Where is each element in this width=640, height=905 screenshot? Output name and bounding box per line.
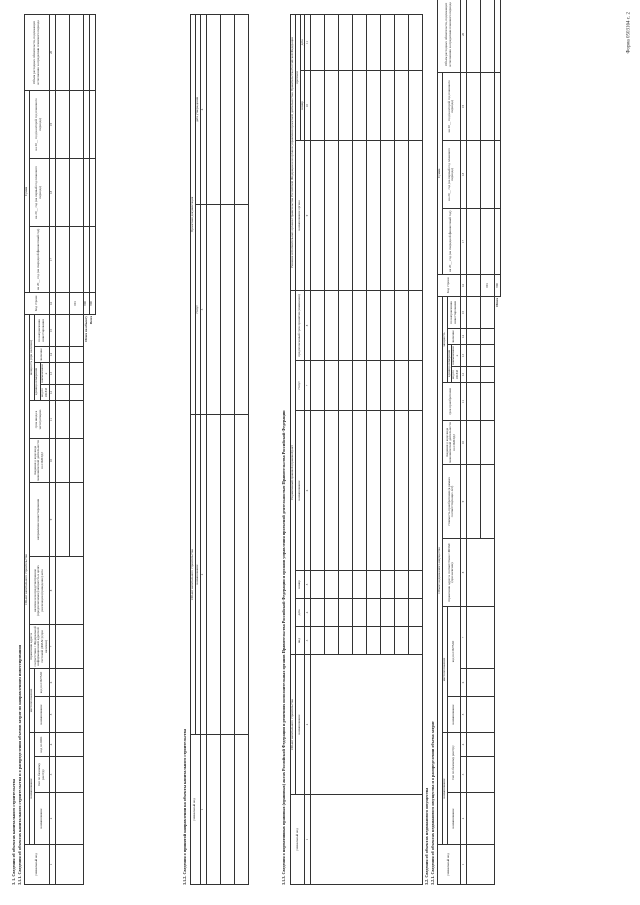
col-sum-1: на 20__ год (на очередной финансовый год) bbox=[29, 226, 49, 292]
col-location-name: наименование bbox=[34, 697, 49, 733]
table-row: 001 bbox=[69, 14, 83, 884]
col-unit-name: наименование bbox=[40, 364, 48, 383]
col-sum-total: Объем расходных обязательств, подлежащих исполнению за пределами планового периода bbox=[25, 14, 50, 90]
total-object-label: Итого по объекту bbox=[83, 315, 88, 342]
table-row bbox=[55, 14, 69, 884]
col-investment: направление инвестирования bbox=[29, 483, 49, 557]
col-sum-2: на 20__ год (на первый год планового периода) bbox=[29, 158, 49, 226]
col-kbk: код по КБК bbox=[34, 733, 49, 757]
group-object: Объект капитального строительства bbox=[25, 314, 30, 844]
form-number: Форма 0503164 с. 2 bbox=[626, 12, 631, 54]
section-3-1-2-title: 3.1.2. Сведения о принятой направлении на объекты капитального строительства bbox=[182, 729, 187, 885]
group-unit: единица измерения bbox=[34, 363, 41, 401]
group-sum: Сумма bbox=[25, 90, 30, 292]
section-3-1-3-title: 3.1.3. Сведения о нормативных правовых (правовых) актах Российской Федерации и решениях исполнительных органов Правительства Российской Федерации и органов управления проектной деятельностью Правительства Российской Федерации bbox=[281, 410, 286, 885]
table-real-estate: уникальный код Объект недвижимого имущества Код строки Сумма Объем расходных обязательств, подлежащих исполнению за пределами планового периода наименование местоположение справочник адрес в соответствии с ФИАС (при наличии) стоимость приобретения (в рамках соответствующих лет) сведения о коде вида экономической деятельности по ОКВЭД2 срок приобретения мощность на 20__ год (на очередной финансовый год) на 20__ год (на первый год планового периода) на 20__ год (на второй год планового периода) наименование тип по базовому реестру наименование код по ОКТМО единица измерения значение по направлению инвестирования код по ОКЕИ наименование 1 2 3 4 5 6 7 8 9 10 11 12 13 14 15 16 17 18 19 20 001 Итого 900 bbox=[437, 15, 501, 885]
table-row bbox=[206, 14, 220, 884]
col-sum-3: на 20__ год (на второй год планового периода) bbox=[29, 90, 49, 158]
group-location: местоположение bbox=[29, 669, 34, 733]
col-fias: справочник адрес в соответствии с Федеральной информационной адресной системой (ФИАС) (при наличии) bbox=[28, 626, 48, 667]
col-okei: код по ОКЕИ bbox=[41, 385, 50, 401]
table-legal-acts: уникальный код Объект капитального строительства Нормативный правовой (правовой) акт Решение исполнительных органов Правительства Российской Федерации или органов управления проектной деятельностью Правительства Российской Федерации наименование вид дата номер наименование статус предполагаемый срок принятия (изменения) наименование органа протокол номер дата 1 2 3 4 5 6 7 8 9 10 11 bbox=[290, 15, 423, 885]
total-label: Итого bbox=[494, 297, 499, 307]
table-row: 001 bbox=[480, 0, 494, 885]
table-capital-objects: уникальный код Объект капитального строительства Код строки Сумма Объем расходных обязательств, подлежащих исполнению за пределами планового периода наименование местоположение справочник адрес в соответствии с Федеральной информационной адресной системой (ФИАС) (при наличии) наличие или предусмотренное (предполагаемое) мощность в целях реализации (приведение) акта направление инвестирования сведения о коде вида экономической деятельности по ОКВЭД2 срок ввода в эксплуатацию мощность (при наличии) на 20__ год (на очередной финансовый год) на 20__ год (на первый год планового периода) на 20__ год (на второй год планового периода) наименование тип по базовому реестру код по КБК наименование код по ОКТМО единица измерения значение по направлению инвестирования код по ОКЕИ наименование 1 2 3 4 5 6 7 8 9 10 11 12 13 14 15 16 17 18 19 20 001 Итого по объекту 900 Всего 900 bbox=[24, 15, 96, 885]
table-row bbox=[220, 14, 234, 884]
col-capacity-invest: по направлению инвестирования bbox=[34, 314, 49, 346]
col-name: наименование bbox=[34, 793, 49, 845]
col-type: тип по базовому реестру bbox=[34, 757, 49, 793]
col-unique-code: уникальный код bbox=[25, 845, 50, 885]
table-row bbox=[311, 14, 325, 884]
table-project-docs: уникальный код Объект капитального строительства Проектная документация наименование статус дата утверждения 1 2 3 4 bbox=[190, 15, 249, 885]
section-3-2-title: 3.2. Сведения об объектах недвижимого имущества bbox=[424, 787, 429, 885]
col-term: срок ввода в эксплуатацию bbox=[29, 401, 49, 439]
col-row-code: Код строки bbox=[25, 292, 50, 314]
col-power-doc: наличие или предусмотренное (предполагаемое) мощность в целях реализации (приведение) акта bbox=[29, 557, 49, 625]
col-capacity-val: значение bbox=[34, 347, 49, 363]
col-oktmo: код по ОКТМО bbox=[34, 669, 49, 697]
col-okved: сведения о коде вида экономической деятельности по ОКВЭД2 bbox=[29, 439, 49, 483]
section-3-1-title: 3. 1. Сведения об объектах капитального строительства bbox=[11, 779, 16, 885]
table-row bbox=[466, 0, 480, 885]
group-capacity: мощность (при наличии) bbox=[29, 314, 34, 400]
section-3-1-1-title: 3.1.1. Сведения об объектах капитального строительства и о распределении объемов затрат по направлениям инвестирования bbox=[17, 644, 22, 885]
section-3-2-1-title: 3.2.1. Сведения об объектах недвижимого имущества и о распределении объема затрат bbox=[430, 721, 435, 885]
total-all-label: Всего bbox=[89, 315, 94, 325]
table-row bbox=[234, 14, 248, 884]
group-name: наименование bbox=[29, 733, 34, 845]
